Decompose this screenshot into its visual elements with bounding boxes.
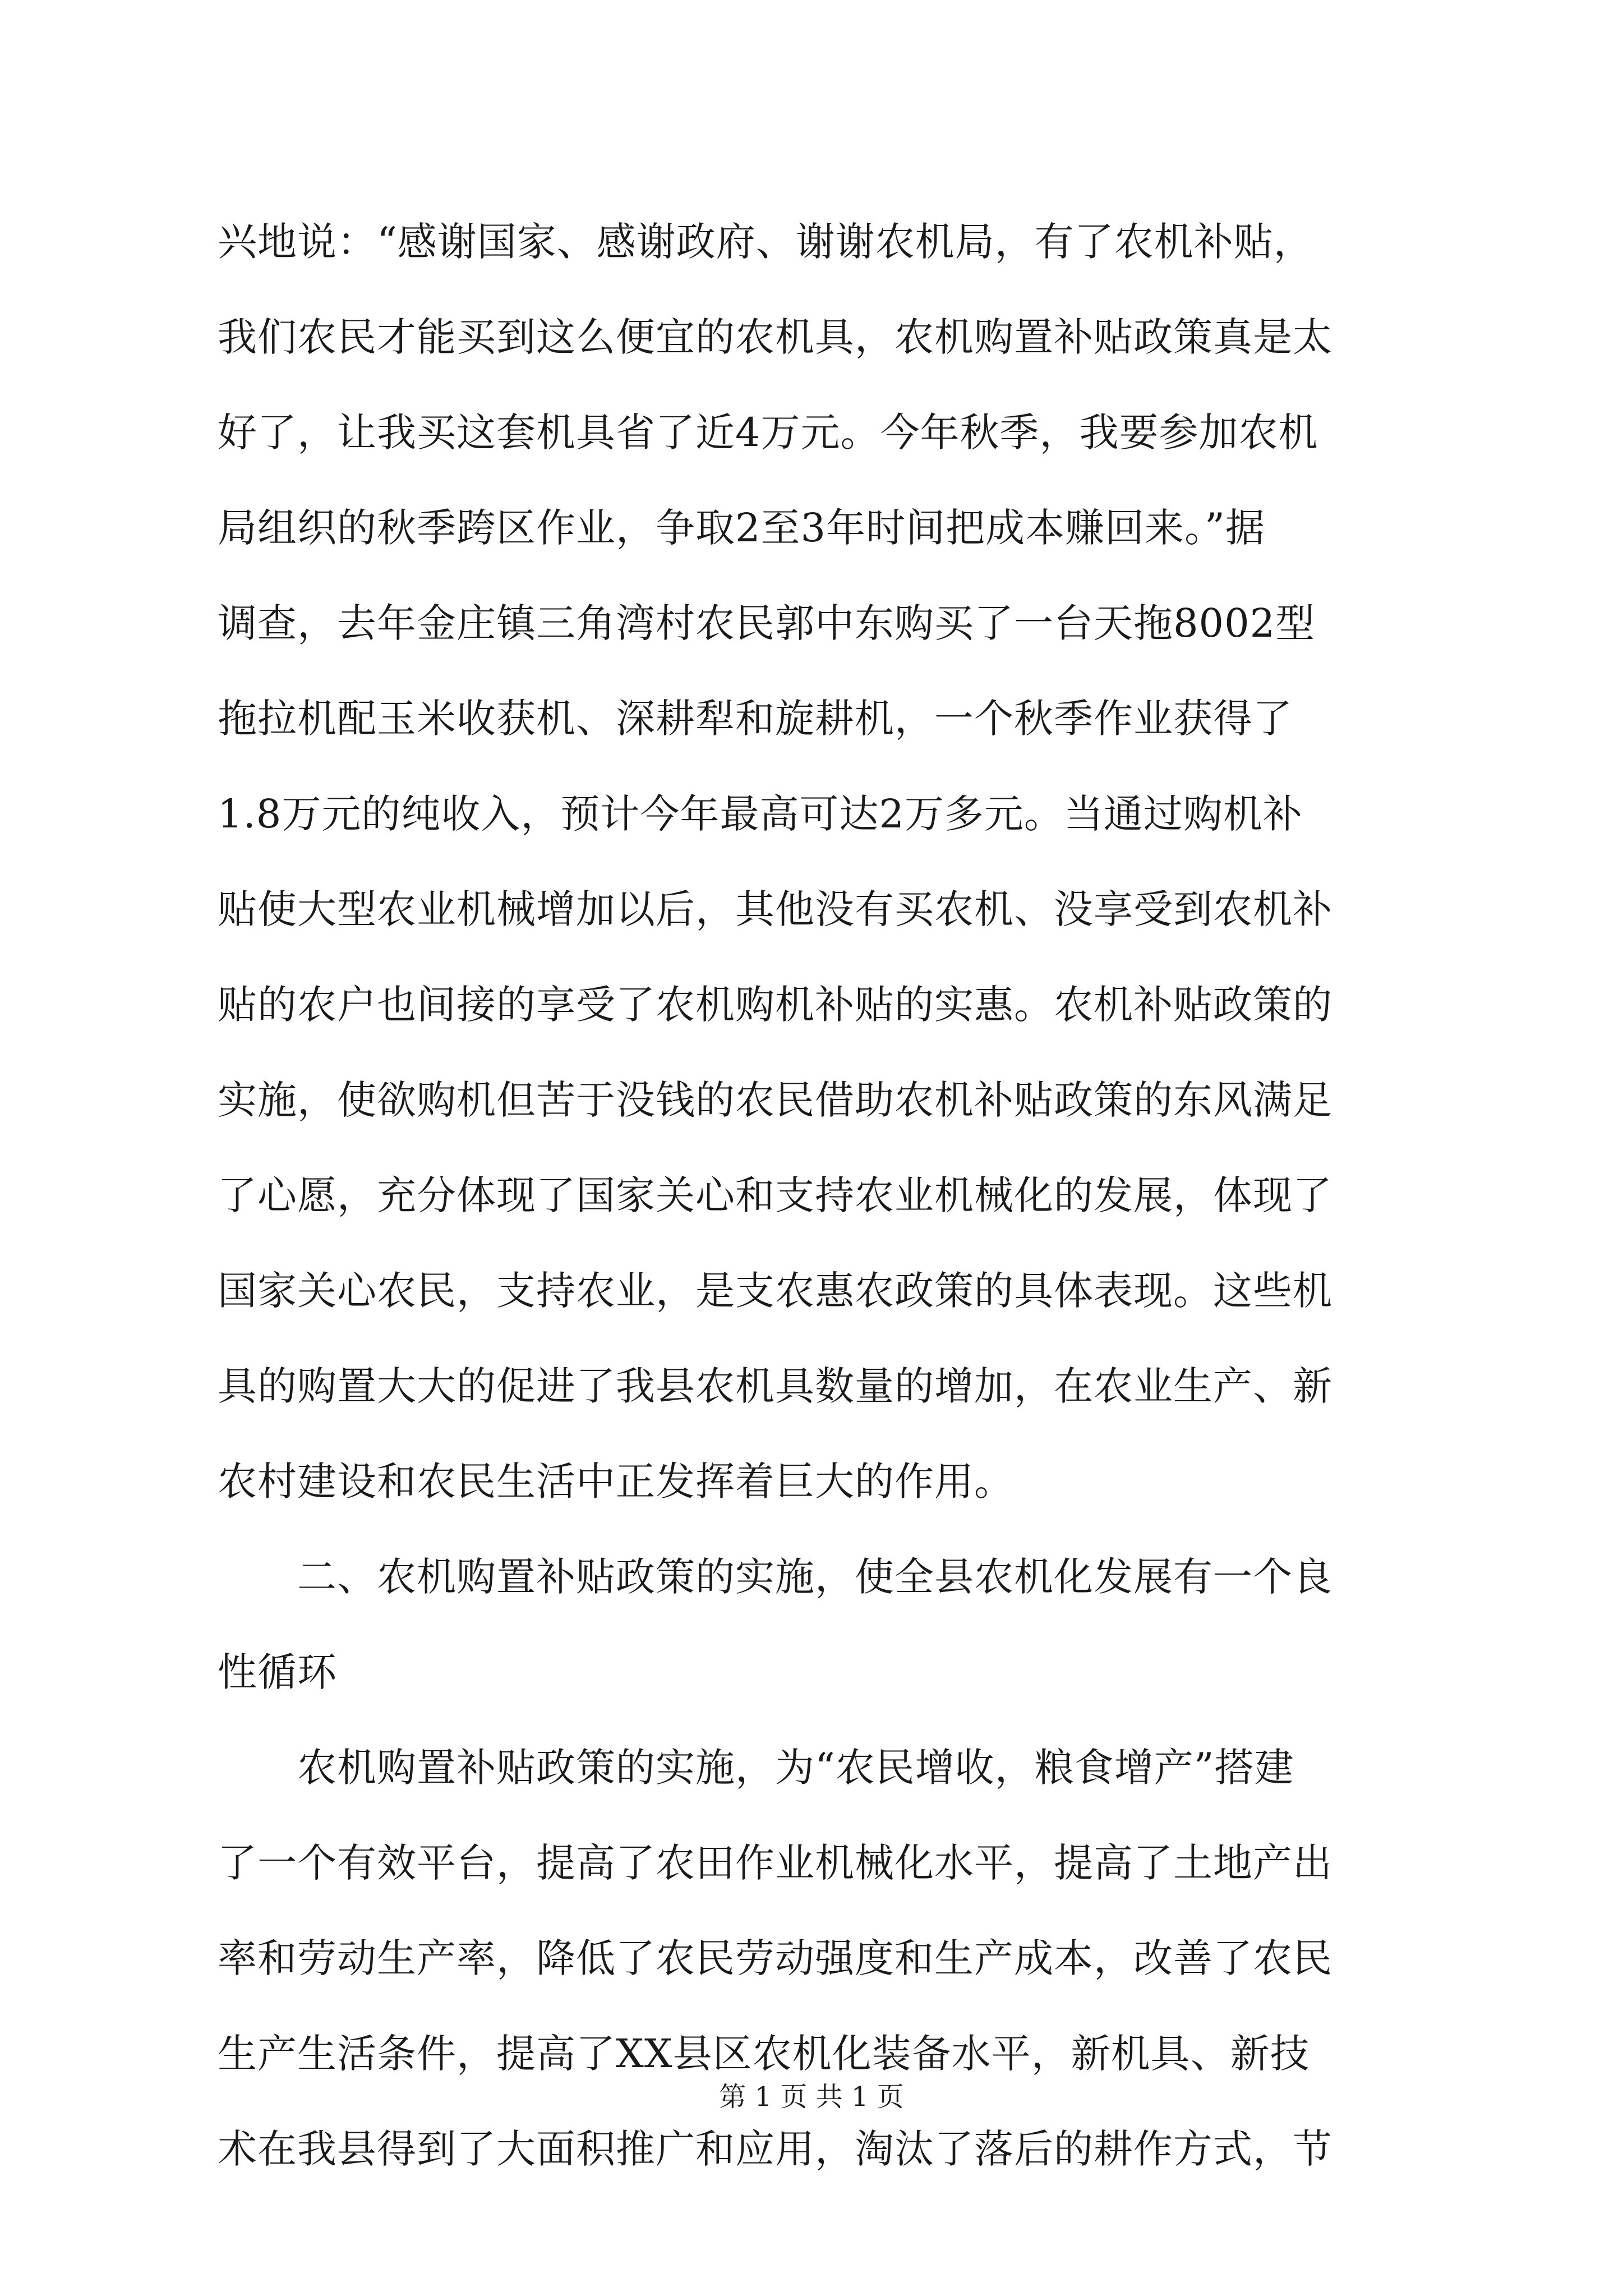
text-line: 术在我县得到了大面积推广和应用，淘汰了落后的耕作方式，节 [218, 2126, 1332, 2172]
text-line: 农机购置补贴政策的实施，为“农民增收，粮食增产”搭建 [297, 1745, 1294, 1791]
text-line: 了一个有效平台，提高了农田作业机械化水平，提高了土地产出 [218, 1840, 1332, 1886]
section-heading-line: 性循环 [218, 1649, 337, 1695]
text-line: 贴使大型农业机械增加以后，其他没有买农机、没享受到农机补 [218, 886, 1332, 932]
text-line: 好了，让我买这套机具省了近4万元。今年秋季，我要参加农机 [218, 409, 1318, 455]
text-line: 调查，去年金庄镇三角湾村农民郭中东购买了一台天拖8002型 [218, 600, 1316, 646]
body-text [218, 194, 1412, 2197]
text-line: 1.8万元的纯收入，预计今年最高可达2万多元。当通过购机补 [218, 791, 1303, 837]
text-line: 兴地说：“感谢国家、感谢政府、谢谢农机局，有了农机补贴， [218, 219, 1313, 265]
text-line: 我们农民才能买到这么便宜的农机具，农机购置补贴政策真是太 [218, 314, 1332, 360]
text-line: 拖拉机配玉米收获机、深耕犁和旋耕机，一个秋季作业获得了 [218, 696, 1293, 742]
text-line: 生产生活条件，提高了XX县区农机化装备水平，新机具、新技 [218, 2031, 1310, 2077]
text-line: 贴的农户也间接的享受了农机购机补贴的实惠。农机补贴政策的 [218, 982, 1332, 1028]
text-line: 局组织的秋季跨区作业，争取2至3年时间把成本赚回来。”据 [218, 505, 1265, 551]
text-line: 实施，使欲购机但苦于没钱的农民借助农机补贴政策的东风满足 [218, 1077, 1332, 1123]
text-line: 具的购置大大的促进了我县农机具数量的增加，在农业生产、新 [218, 1363, 1332, 1409]
page-number-footer: 第 1 页 共 1 页 [719, 2081, 904, 2113]
text-line: 率和劳动生产率，降低了农民劳动强度和生产成本，改善了农民 [218, 1935, 1332, 1981]
section-heading-line: 二、农机购置补贴政策的实施，使全县农机化发展有一个良 [297, 1554, 1332, 1600]
text-line: 了心愿，充分体现了国家关心和支持农业机械化的发展，体现了 [218, 1172, 1332, 1218]
text-line: 国家关心农民，支持农业，是支农惠农政策的具体表现。这些机 [218, 1268, 1332, 1314]
text-line: 农村建设和农民生活中正发挥着巨大的作用。 [218, 1458, 1014, 1504]
